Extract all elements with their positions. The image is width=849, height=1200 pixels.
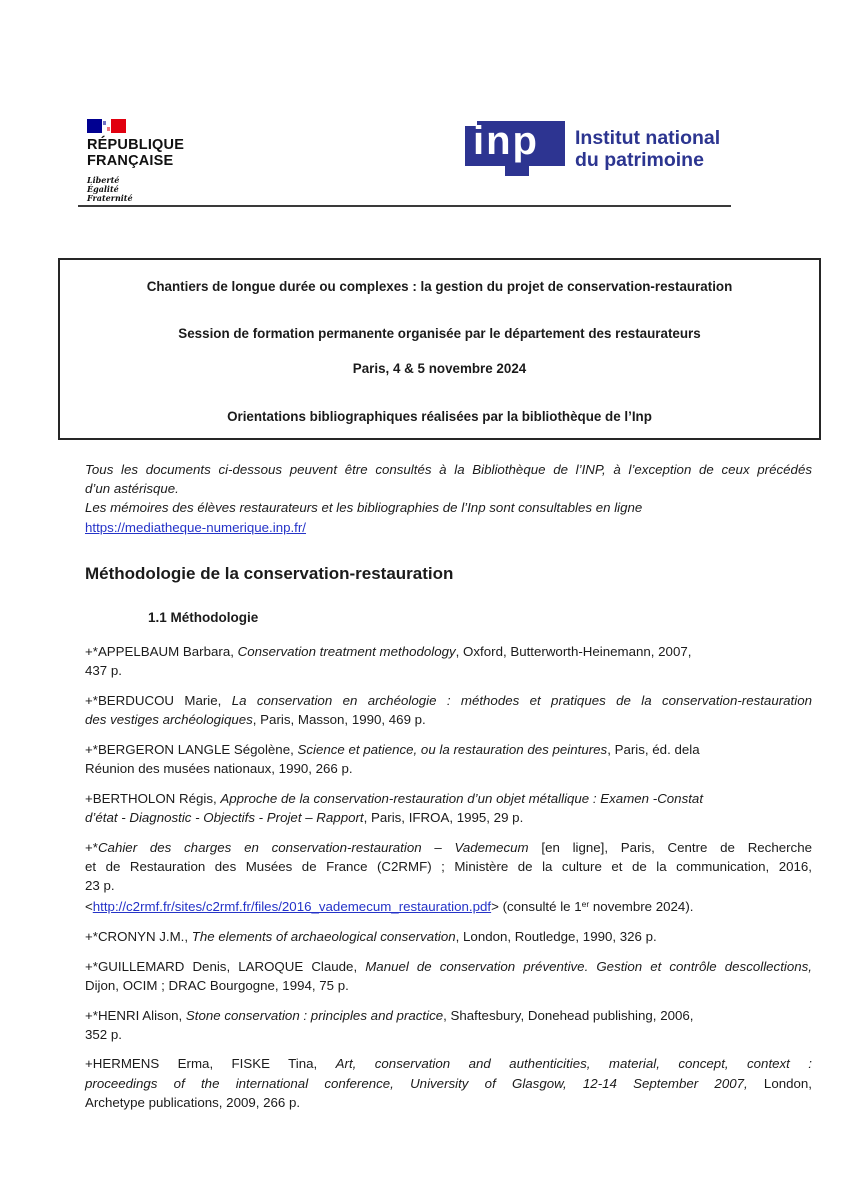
hyperlink[interactable]: http://c2rmf.fr/sites/c2rmf.fr/files/2016_vademecum_restauration.pdf xyxy=(92,899,492,915)
bibliography-entry xyxy=(85,691,812,729)
bibliography-entry xyxy=(85,957,812,995)
text-segment: Réunion des musées nationaux, 1990, 266 p. xyxy=(85,761,353,777)
text-segment: Science et patience, ou la restauration des peintures xyxy=(297,741,608,757)
text-line xyxy=(85,808,812,827)
text-segment: , Paris, Masson, 1990, 469 p. xyxy=(252,712,426,728)
bibliography-entry xyxy=(85,789,812,827)
session-subtitle: Session de formation permanente organisée par le département des restaurateurs xyxy=(178,326,701,341)
text-segment: Tous les documents ci-dessous peuvent être consultés à la Bibliothèque de l’INP, à l’exception de ceux précédés xyxy=(85,462,812,477)
text-segment: Archetype publications, 2009, 266 p. xyxy=(85,1094,301,1110)
inp-logo-icon: inp xyxy=(465,119,565,176)
text-segment: +* xyxy=(85,839,98,855)
inp-name: Institut national du patrimoine xyxy=(575,127,721,171)
text-line xyxy=(85,1093,812,1112)
text-segment: +HERMENS Erma, FISKE Tina, xyxy=(85,1056,336,1072)
text-segment: +BERTHOLON Régis, xyxy=(85,790,221,806)
inp-logo xyxy=(465,119,721,176)
bibliography-entry xyxy=(85,1054,812,1112)
title-box xyxy=(58,258,821,440)
text-line xyxy=(85,1025,812,1044)
bibliography-entries xyxy=(85,642,812,1123)
text-segment: Manuel de conservation préventive. Gestion et contrôle descollections, xyxy=(365,958,812,974)
text-line xyxy=(85,518,812,537)
text-segment: Les mémoires des élèves restaurateurs et les bibliographies de l’Inp sont consultables en ligne xyxy=(85,500,643,516)
text-segment: 437 p. xyxy=(85,663,122,679)
section-heading: Méthodologie de la conservation-restauration xyxy=(85,564,454,583)
text-segment: +*BERDUCOU Marie, xyxy=(85,692,232,708)
text-line xyxy=(85,895,812,916)
text-line xyxy=(85,838,812,857)
bibliography-entry xyxy=(85,642,812,680)
text-segment: , Paris, éd. dela xyxy=(607,741,700,757)
text-line xyxy=(85,957,812,976)
text-segment: et de Restauration des Musées de France (C2RMF) ; Ministère de la culture et de la communication, 2016, xyxy=(85,858,812,874)
text-segment: Cahier des charges en conservation-restauration – Vademecum xyxy=(97,839,529,855)
liberte-egalite-fraternite-motto: Liberté Égalité Fraternité xyxy=(87,175,133,203)
text-segment: [en ligne], Paris, Centre de Recherche xyxy=(528,839,812,855)
text-segment: 352 p. xyxy=(85,1026,122,1042)
bibliography-entry xyxy=(85,927,812,946)
text-segment: +*BERGERON LANGLE Ségolène, xyxy=(85,741,298,757)
text-segment: +*HENRI Alison, xyxy=(85,1007,186,1023)
text-segment: +*CRONYN J.M., xyxy=(85,928,192,944)
session-credit: Orientations bibliographiques réalisées par la bibliothèque de l’Inp xyxy=(227,409,652,424)
text-line xyxy=(85,789,812,808)
text-segment: , Paris, IFROA, 1995, 29 p. xyxy=(363,809,524,825)
text-line xyxy=(85,759,812,778)
text-segment: novembre 2024). xyxy=(589,899,694,915)
text-segment: +*GUILLEMARD Denis, LAROQUE Claude, xyxy=(85,958,366,974)
bibliography-entry xyxy=(85,1006,812,1044)
availability-note xyxy=(85,460,812,537)
text-segment: London, xyxy=(747,1075,812,1091)
bibliography-entry xyxy=(85,838,812,917)
text-segment: +*APPELBAUM Barbara, xyxy=(85,644,238,659)
text-segment: > (consulté le 1 xyxy=(491,899,582,915)
text-segment: Dijon, OCIM ; DRAC Bourgogne, 1994, 75 p. xyxy=(85,977,349,993)
text-line xyxy=(85,740,812,759)
text-segment: < xyxy=(85,899,93,915)
subsection-heading: 1.1 Méthodologie xyxy=(148,610,259,625)
republique-francaise-label: RÉPUBLIQUE FRANÇAISE xyxy=(87,137,185,169)
text-line xyxy=(85,1006,812,1025)
text-segment: , London, Routledge, 1990, 326 p. xyxy=(455,928,657,944)
text-line xyxy=(85,927,812,946)
text-segment: 23 p. xyxy=(85,878,115,894)
text-segment: Art, conservation and authenticities, material, concept, context : xyxy=(335,1056,812,1072)
text-line xyxy=(85,1074,812,1093)
session-title: Chantiers de longue durée ou complexes : la gestion du projet de conservation-restauration xyxy=(146,279,733,294)
text-line xyxy=(85,479,812,498)
text-segment: d’état - Diagnostic - Objectifs - Projet – Rapport xyxy=(85,809,364,825)
text-segment: er xyxy=(581,899,590,910)
text-line xyxy=(85,1054,812,1073)
text-line xyxy=(85,857,812,876)
text-segment: proceedings of the international conference, University of Glasgow, 12-14 September 2007, xyxy=(85,1075,748,1091)
text-line xyxy=(85,710,812,729)
header-divider xyxy=(78,205,731,207)
text-segment: , Shaftesbury, Donehead publishing, 2006, xyxy=(443,1007,694,1023)
text-line xyxy=(85,460,812,479)
text-line xyxy=(85,642,812,661)
session-date: Paris, 4 & 5 novembre 2024 xyxy=(352,361,527,376)
french-flag-icon xyxy=(87,119,128,133)
text-segment: d’un astérisque. xyxy=(85,481,179,497)
text-segment: Stone conservation : principles and practice xyxy=(185,1007,444,1023)
text-segment: The elements of archaeological conservation xyxy=(191,928,456,944)
text-segment: des vestiges archéologiques xyxy=(85,712,253,728)
text-segment: La conservation en archéologie : méthodes et pratiques de la conservation-restauration xyxy=(231,692,812,708)
text-line xyxy=(85,498,812,517)
hyperlink[interactable]: https://mediatheque-numerique.inp.fr/ xyxy=(85,519,307,535)
text-segment: Conservation treatment methodology xyxy=(237,644,456,659)
text-line xyxy=(85,661,812,680)
text-line xyxy=(85,976,812,995)
bibliography-entry xyxy=(85,740,812,778)
text-segment: Approche de la conservation-restauration d’un objet métallique : Examen -Constat xyxy=(220,790,704,806)
republique-francaise-logo xyxy=(87,119,184,203)
text-line xyxy=(85,876,812,895)
text-segment: , Oxford, Butterworth-Heinemann, 2007, xyxy=(455,644,692,659)
text-line xyxy=(85,691,812,710)
